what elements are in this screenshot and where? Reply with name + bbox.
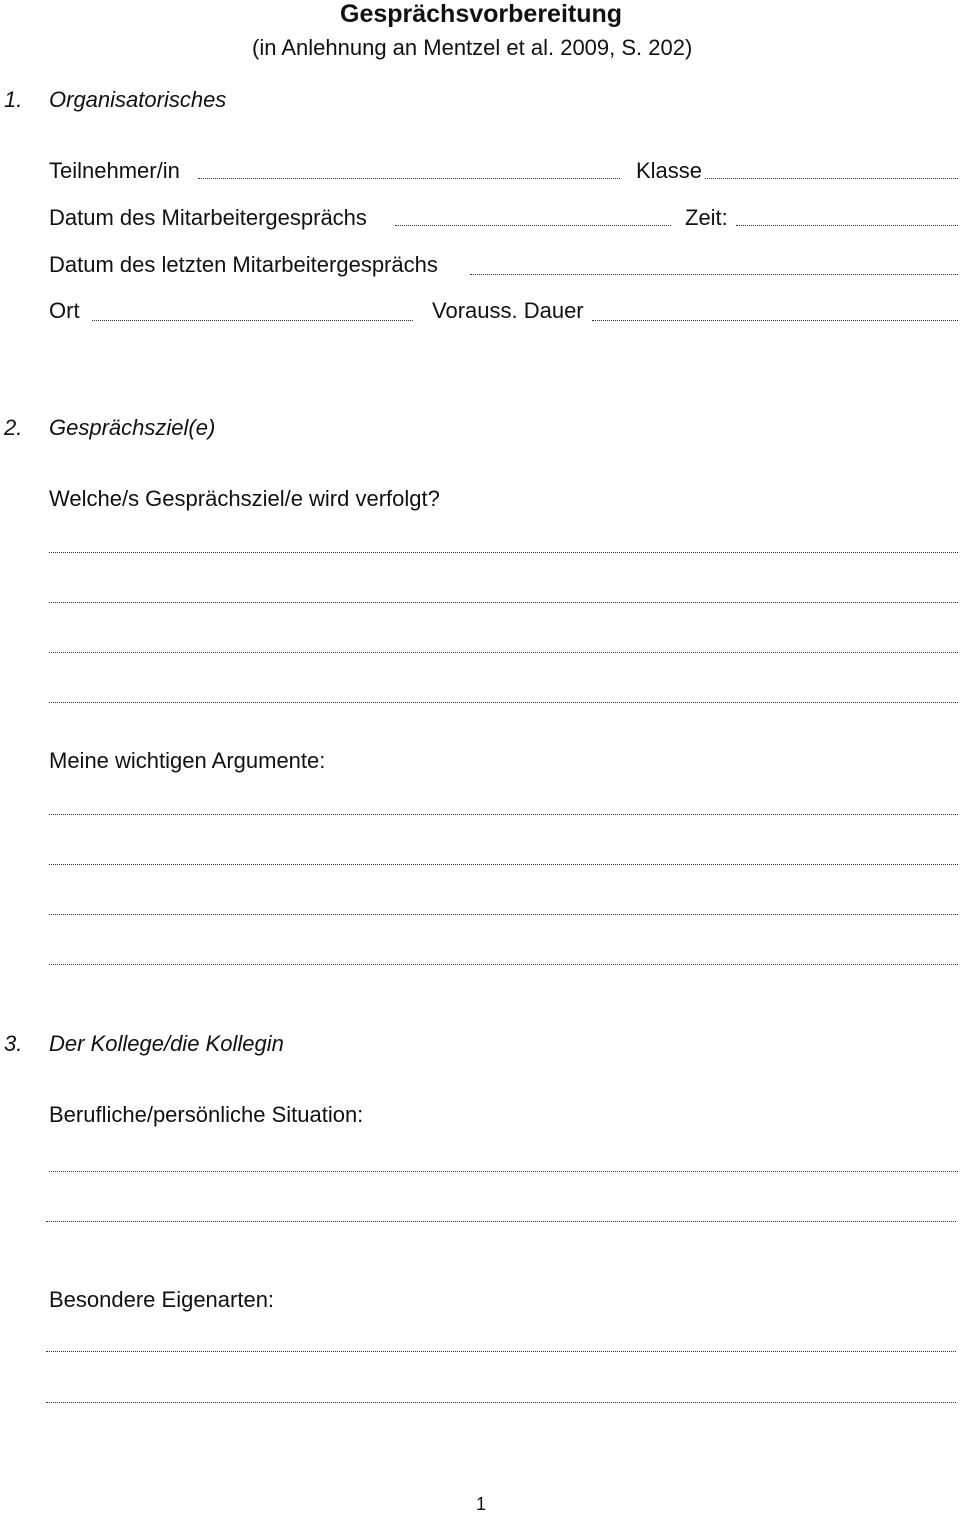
answer-line[interactable] (49, 552, 958, 553)
answer-line[interactable] (46, 1402, 956, 1403)
zeit-field[interactable] (736, 225, 958, 226)
dauer-label: Vorauss. Dauer (432, 298, 584, 323)
teilnehmer-label: Teilnehmer/in (49, 158, 180, 183)
answer-line[interactable] (49, 652, 958, 653)
datum-letzt-field[interactable] (470, 274, 958, 275)
section-3-title: Der Kollege/die Kollegin (49, 1031, 284, 1056)
ort-label: Ort (49, 298, 80, 323)
ort-field[interactable] (92, 320, 413, 321)
answer-line[interactable] (49, 702, 958, 703)
answer-line[interactable] (49, 864, 958, 865)
datum-label: Datum des Mitarbeitergesprächs (49, 205, 367, 230)
page-number: 1 (476, 1494, 487, 1514)
answer-line[interactable] (49, 602, 958, 603)
datum-field[interactable] (395, 225, 671, 226)
answer-line[interactable] (49, 814, 958, 815)
answer-line[interactable] (46, 1221, 956, 1222)
section-2-title: Gesprächsziel(e) (49, 415, 216, 440)
page-subtitle: (in Anlehnung an Mentzel et al. 2009, S. 202) (252, 35, 693, 60)
klasse-label: Klasse (636, 158, 703, 183)
answer-line[interactable] (46, 1351, 956, 1352)
answer-line[interactable] (49, 1171, 958, 1172)
page-title: Gesprächsvorbereitung (340, 0, 623, 28)
argumente-question: Meine wichtigen Argumente: (49, 748, 326, 773)
situation-question: Berufliche/persönliche Situation: (49, 1102, 364, 1127)
section-3-number: 3. (4, 1031, 23, 1056)
answer-line[interactable] (49, 964, 958, 965)
gespraechsziel-question: Welche/s Gesprächsziel/e wird verfolgt? (49, 486, 440, 511)
klasse-field[interactable] (705, 178, 958, 179)
section-1-title: Organisatorisches (49, 87, 227, 112)
datum-letzt-label: Datum des letzten Mitarbeitergesprächs (49, 252, 438, 277)
dauer-field[interactable] (592, 320, 958, 321)
teilnehmer-field[interactable] (198, 178, 620, 179)
section-2-number: 2. (4, 415, 23, 440)
eigenarten-question: Besondere Eigenarten: (49, 1287, 275, 1312)
zeit-label: Zeit: (685, 205, 728, 230)
section-1-number: 1. (4, 87, 23, 112)
answer-line[interactable] (49, 914, 958, 915)
